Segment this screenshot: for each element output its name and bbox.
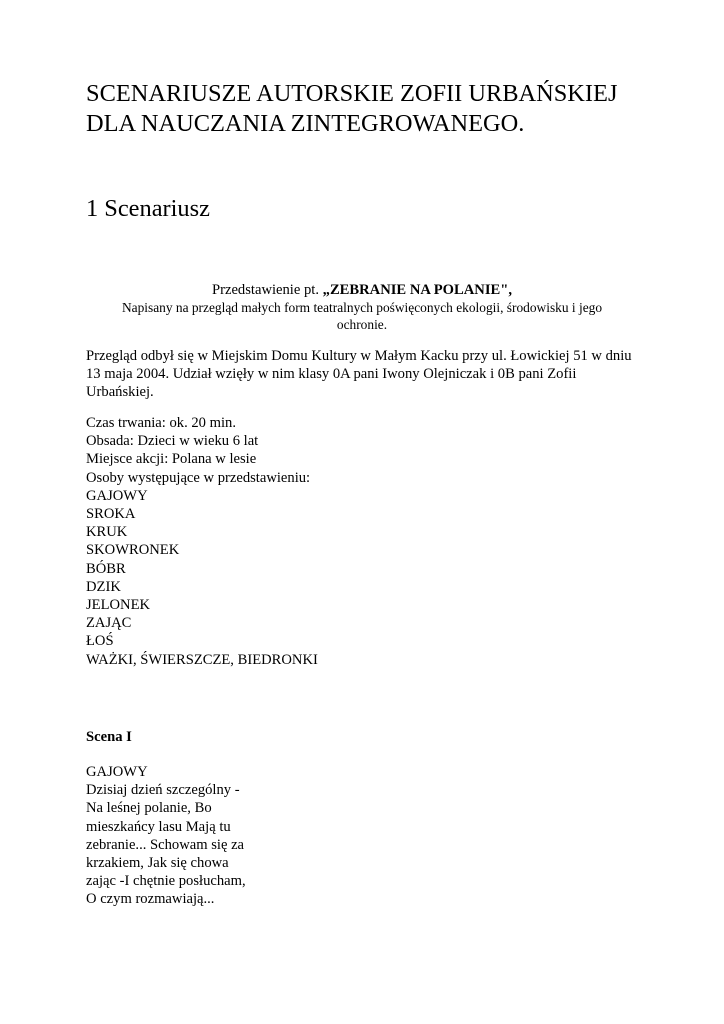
cast-member: JELONEK bbox=[86, 597, 151, 614]
dialogue-line: O czym rozmawiają... bbox=[86, 891, 215, 908]
detail-cast-ages: Obsada: Dzieci w wieku 6 lat bbox=[86, 433, 259, 450]
detail-characters-label: Osoby występujące w przedstawieniu: bbox=[86, 469, 311, 486]
cast-member: SROKA bbox=[86, 506, 136, 523]
cast-member: WAŻKI, ŚWIERSZCZE, BIEDRONKI bbox=[86, 651, 318, 668]
section-heading: 1 Scenariusz bbox=[86, 195, 210, 222]
performance-notice bbox=[86, 282, 638, 333]
document-title: SCENARIUSZE AUTORSKIE ZOFII URBAŃSKIEJ DLA NAUCZANIA ZINTEGROWANEGO. bbox=[86, 80, 618, 137]
dialogue-line: Na leśnej polanie, Bo bbox=[86, 800, 212, 817]
speaker-name: GAJOWY bbox=[86, 764, 148, 780]
dialogue-line: mieszkańcy lasu Mają tu bbox=[86, 818, 231, 835]
cast-member: KRUK bbox=[86, 524, 128, 541]
intro-paragraph: Przegląd odbył się w Miejskim Domu Kultury w Małym Kacku przy ul. Łowickiej 51 w dniu 13 maja 2004. Udział wzięły w nim klasy 0A pani Iwony Olejniczak i 0B pani Zofii Urbańskiej. bbox=[86, 348, 632, 401]
performance-title-prefix: Przedstawienie pt. bbox=[212, 282, 323, 298]
production-details bbox=[86, 414, 642, 669]
dialogue-line: Dzisiaj dzień szczególny - bbox=[86, 782, 240, 799]
dialogue-line: krzakiem, Jak się chowa bbox=[86, 855, 229, 872]
cast-member: ŁOŚ bbox=[86, 633, 114, 650]
detail-duration: Czas trwania: ok. 20 min. bbox=[86, 415, 236, 431]
scene-heading: Scena I bbox=[86, 729, 132, 745]
performance-title-bold: „ZEBRANIE NA POLANIE", bbox=[322, 282, 512, 298]
cast-member: DZIK bbox=[86, 578, 121, 595]
cast-member: ZAJĄC bbox=[86, 615, 132, 632]
cast-member: BÓBR bbox=[86, 560, 126, 577]
cast-member: GAJOWY bbox=[86, 487, 148, 504]
notice-description-line-2: ochronie. bbox=[336, 317, 388, 332]
notice-description-line-1: Napisany na przegląd małych form teatralnych poświęconych ekologii, środowisku i jego bbox=[121, 300, 603, 315]
cast-member: SKOWRONEK bbox=[86, 542, 180, 559]
dialogue-line: zając -I chętnie posłucham, bbox=[86, 873, 246, 890]
dialogue-block bbox=[86, 763, 386, 909]
performance-title-line bbox=[86, 282, 638, 299]
detail-setting: Miejsce akcji: Polana w lesie bbox=[86, 451, 257, 468]
dialogue-line: zebranie... Schowam się za bbox=[86, 836, 245, 853]
